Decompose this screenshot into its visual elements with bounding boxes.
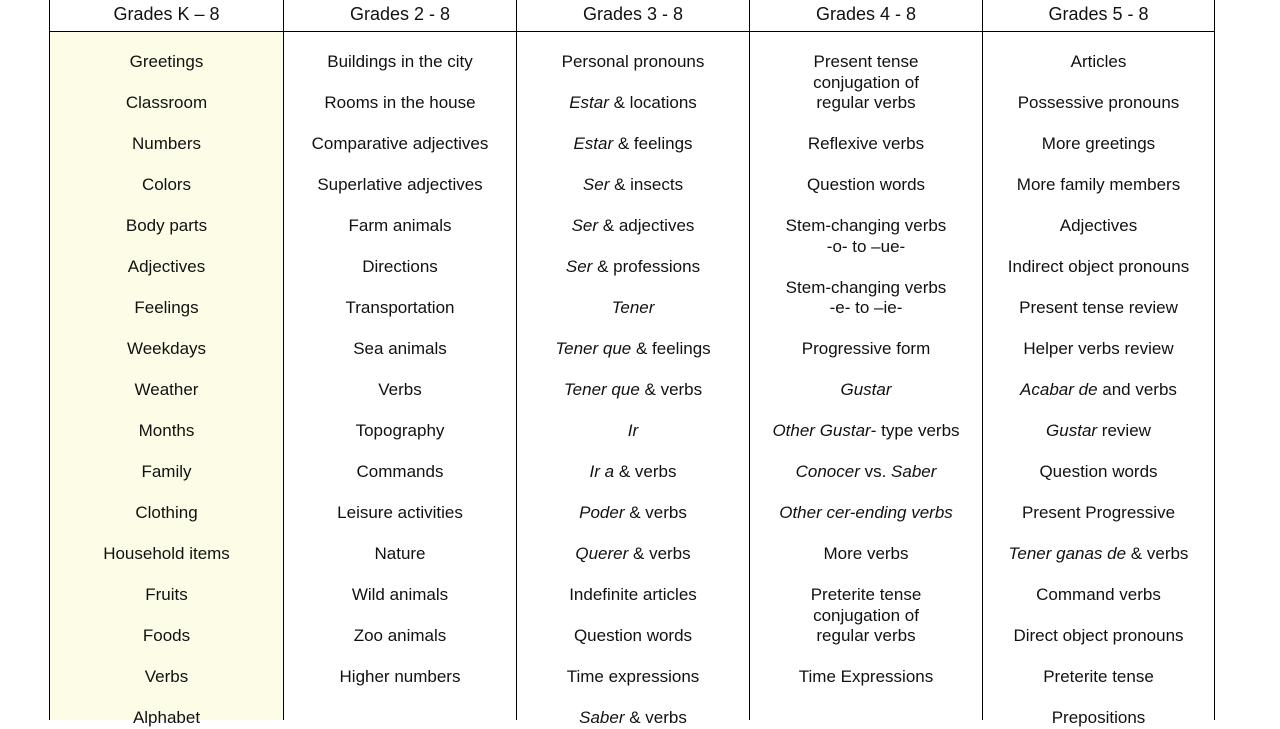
topic-item [983,708,1214,729]
topic-item [50,380,283,401]
column-grades-5-8 [982,0,1214,727]
column-body [517,32,749,727]
italic-term: Poder [579,503,625,522]
topic-item [517,585,749,606]
topic-item [750,667,982,688]
column-body [750,32,982,720]
topic-item [284,380,516,401]
topic-text: Sea animals [353,339,447,358]
topic-text: & feelings [631,339,711,358]
topic-item [983,421,1214,442]
topic-item [517,216,749,237]
column-header: Grades K – 8 [50,0,283,32]
topic-text: & verbs [624,708,687,727]
column-body [50,32,283,727]
topic-text: Articles [1070,52,1127,71]
topic-item [983,175,1214,196]
topic-item [517,134,749,155]
topic-text: & verbs [624,503,687,522]
italic-term: Ser [565,257,593,276]
topic-item [517,93,749,114]
topic-text: Buildings in the city [327,52,473,71]
topic-text: Alphabet [132,708,201,727]
topic-text: Greetings [129,52,204,71]
topic-text: Prepositions [1051,708,1146,727]
topic-item [284,257,516,278]
topic-item [517,626,749,647]
topic-text: vs. [859,462,892,481]
topic-item [983,257,1214,278]
topic-item [750,380,982,401]
topic-item [284,503,516,524]
topic-text: Helper verbs review [1023,339,1174,358]
topic-item [50,216,283,237]
italic-term: Saber [891,462,937,481]
topic-item [983,462,1214,483]
topic-text: Time expressions [566,667,700,686]
topic-item [983,216,1214,237]
topic-text: Verbs [144,667,189,686]
topic-text: Household items [103,544,230,563]
topic-text: & adjectives [598,216,695,235]
topic-item [517,339,749,360]
topic-item [284,585,516,606]
topic-item [983,626,1214,647]
topic-text: Commands [356,462,444,481]
topic-text: Classroom [125,93,208,112]
italic-term: Saber [579,708,625,727]
topic-item [50,298,283,319]
topic-text: Present tense review [1019,298,1178,317]
topic-text: & feelings [613,134,693,153]
topic-text: Question words [1039,462,1158,481]
topic-item [983,585,1214,606]
topic-text: Stem-changing verbs -e- to –ie- [785,277,947,317]
topic-text: Question words [573,626,693,645]
topic-text: review [1097,421,1151,440]
topic-item [983,93,1214,114]
topic-text: Preterite tense conjugation of regular verbs [810,585,922,645]
topic-item [983,52,1214,73]
topic-text: Question words [806,175,926,194]
topic-item [284,667,516,688]
topic-item [284,134,516,155]
topic-text: Command verbs [1036,585,1161,604]
topic-text: Indirect object pronouns [1007,257,1190,276]
topic-text: & professions [592,257,701,276]
topic-item [983,380,1214,401]
topic-text: Adjectives [1059,216,1138,235]
column-body [983,32,1214,727]
topic-item [50,421,283,442]
topic-text: Family [141,462,192,481]
topic-text: Zoo animals [353,626,447,645]
topic-text: Directions [362,257,438,276]
topic-text: Verbs [378,380,422,399]
topic-text: & locations [608,93,697,112]
topic-text: Body parts [125,216,208,235]
topic-item [50,339,283,360]
topic-text: Transportation [345,298,455,317]
column-header: Grades 2 - 8 [284,0,516,32]
topic-text: Higher numbers [339,667,461,686]
topic-item [284,93,516,114]
topic-item [983,544,1214,565]
column-header: Grades 4 - 8 [750,0,982,32]
topic-item [750,175,982,196]
column-grades-2-8 [283,0,516,720]
topic-text: Preterite tense [1043,667,1154,686]
topic-text: & verbs [614,462,677,481]
topic-item [517,667,749,688]
italic-term: Other Gustar [772,421,871,440]
topic-item [284,216,516,237]
topic-text: Topography [355,421,445,440]
italic-term: Ser [582,175,610,194]
topic-item [750,503,982,524]
topic-item [284,339,516,360]
topic-item [284,544,516,565]
topic-text: Wild animals [351,585,449,604]
topic-item [517,298,749,319]
topic-item [284,462,516,483]
topic-item [750,585,982,647]
column-header: Grades 3 - 8 [517,0,749,32]
topic-item [750,52,982,114]
italic-term: Gustar [840,380,892,399]
topic-text: More family members [1016,175,1181,194]
topic-item [983,503,1214,524]
topic-item [50,462,283,483]
topic-item [983,134,1214,155]
topic-item [50,708,283,729]
topic-item [750,339,982,360]
italic-term: Tener que [563,380,640,399]
italic-term: Estar [569,93,609,112]
italic-term: Tener ganas de [1008,544,1127,563]
column-grades-4-8 [749,0,982,720]
topic-item [284,52,516,73]
topic-text: More greetings [1041,134,1156,153]
topic-item [50,626,283,647]
topic-text: Rooms in the house [324,93,476,112]
topic-item [50,503,283,524]
topic-text: - type verbs [870,421,960,440]
topic-text: Clothing [135,503,198,522]
topic-item [517,380,749,401]
topic-text: & verbs [639,380,703,399]
topic-text: Months [138,421,195,440]
italic-term: Ser [571,216,599,235]
italic-term: Tener que [555,339,632,358]
italic-term: Ir [627,421,639,440]
topic-item [517,544,749,565]
topic-text: Feelings [134,298,199,317]
topic-text: Indefinite articles [569,585,697,604]
topic-text: Direct object pronouns [1013,626,1184,645]
topic-text: Present tense conjugation of regular verbs [813,52,919,112]
topic-text: Personal pronouns [561,52,705,71]
topic-item [983,339,1214,360]
topic-item [284,175,516,196]
topic-text: Colors [141,175,192,194]
italic-term: Conocer [795,462,860,481]
topic-item [284,298,516,319]
topic-item [50,544,283,565]
topic-text: Time Expressions [798,667,934,686]
topic-item [517,708,749,729]
italic-term: Tener [611,298,655,317]
topic-text: Fruits [145,585,188,604]
italic-term: Estar [573,134,614,153]
italic-term: Acabar de [1020,380,1098,399]
topic-item [50,667,283,688]
topic-text: Superlative adjectives [317,175,483,194]
topic-text: Possessive pronouns [1017,93,1180,112]
topic-item [284,626,516,647]
topic-text: Comparative adjectives [311,134,489,153]
topic-text: Progressive form [801,339,931,358]
topic-text: Farm animals [348,216,452,235]
column-body [284,32,516,720]
topic-text: Stem-changing verbs -o- to –ue- [785,216,947,256]
italic-term: Querer [575,544,629,563]
topic-text: Weather [134,380,199,399]
topic-item [517,462,749,483]
topic-item [50,52,283,73]
italic-term: Other cer-ending verbs [779,503,953,522]
topic-text: Foods [142,626,191,645]
topic-item [983,667,1214,688]
topic-text: Present Progressive [1021,503,1176,522]
topic-item [517,175,749,196]
topic-item [517,421,749,442]
topic-item [750,216,982,257]
topic-item [750,544,982,565]
topic-item [517,503,749,524]
topic-item [983,298,1214,319]
topic-text: & verbs [628,544,691,563]
topic-text: Weekdays [126,339,207,358]
topic-text: Reflexive verbs [807,134,925,153]
curriculum-table [49,0,1215,727]
topic-text: Numbers [132,134,201,153]
topic-text: & insects [609,175,684,194]
topic-item [284,421,516,442]
italic-term: Ir a [589,462,615,481]
column-header: Grades 5 - 8 [983,0,1214,32]
topic-item [50,134,283,155]
topic-text: Leisure activities [337,503,463,522]
topic-text: Nature [374,544,426,563]
topic-text: Adjectives [127,257,206,276]
topic-item [750,462,982,483]
topic-item [750,278,982,319]
topic-item [50,175,283,196]
topic-item [517,257,749,278]
topic-text: and verbs [1097,380,1177,399]
topic-item [50,585,283,606]
topic-item [750,421,982,442]
topic-text: & verbs [1126,544,1189,563]
topic-item [517,52,749,73]
topic-item [50,93,283,114]
topic-item [750,134,982,155]
italic-term: Gustar [1046,421,1098,440]
topic-item [50,257,283,278]
column-grades-3-8 [516,0,749,727]
topic-text: More verbs [823,544,909,563]
column-grades-k-8 [50,0,283,727]
